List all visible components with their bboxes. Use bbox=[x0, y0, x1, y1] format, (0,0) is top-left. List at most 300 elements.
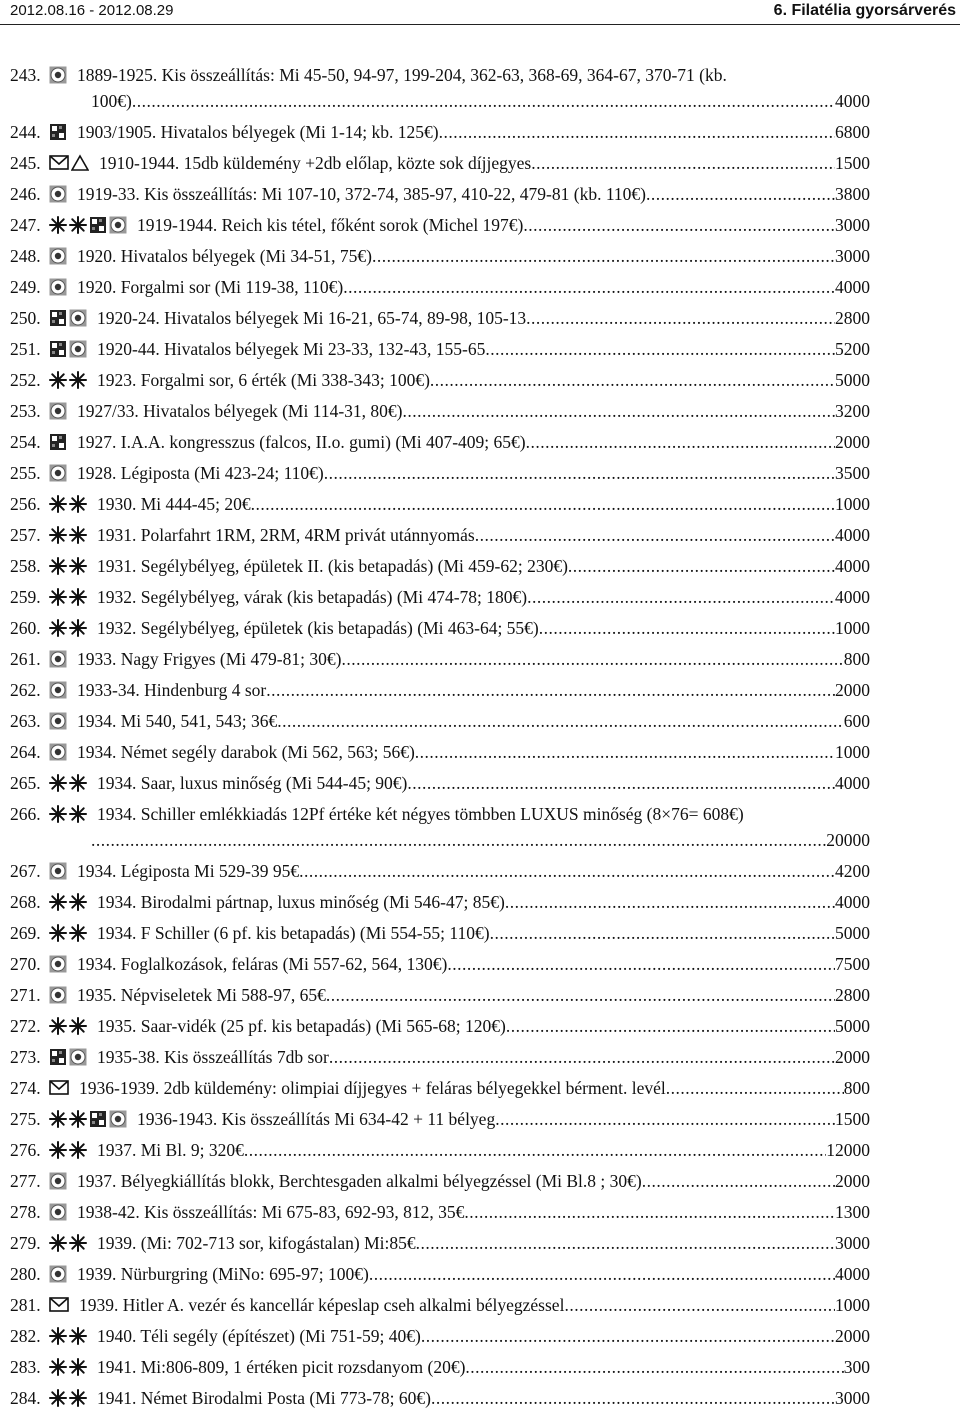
lot-number: 246. bbox=[10, 184, 41, 204]
lot-description: 1920-44. Hivatalos bélyegek Mi 23-33, 132-43, 155-65 bbox=[97, 339, 486, 359]
envelope-icon bbox=[49, 1079, 69, 1097]
condition-icons bbox=[49, 525, 87, 545]
mint-icon bbox=[69, 1389, 87, 1407]
dot-leader bbox=[642, 1171, 835, 1192]
lot-description: 1935. Saar-vidék (25 pf. kis betapadás) (Mi 565-68; 120€) bbox=[97, 1016, 506, 1036]
lot-row bbox=[0, 737, 960, 768]
mint-icon bbox=[69, 1327, 87, 1345]
lot-row bbox=[0, 1352, 960, 1383]
lot-description: 1927. I.A.A. kongresszus (falcos, II.o. gumi) (Mi 407-409; 65€) bbox=[77, 432, 526, 452]
lot-number: 284. bbox=[10, 1388, 41, 1408]
stamped-icon bbox=[49, 712, 67, 730]
stamped-icon bbox=[109, 1110, 127, 1128]
condition-icons bbox=[49, 1264, 67, 1284]
lot-row bbox=[0, 1042, 960, 1073]
mint-icon bbox=[69, 619, 87, 637]
hinged-icon bbox=[49, 340, 67, 358]
lot-description: 1931. Polarfahrt 1RM, 2RM, 4RM privát utánnyomás bbox=[97, 525, 475, 545]
condition-icons bbox=[49, 1109, 127, 1129]
lot-list bbox=[0, 60, 960, 1414]
lot-row bbox=[0, 1321, 960, 1352]
condition-icons bbox=[49, 618, 87, 638]
mint-icon bbox=[49, 774, 67, 792]
lot-price: 2000 bbox=[835, 680, 870, 700]
lot-row bbox=[0, 582, 960, 613]
condition-icons bbox=[49, 1016, 87, 1036]
lot-description-continued: 100€) bbox=[91, 91, 132, 111]
dot-leader bbox=[430, 370, 835, 391]
lot-number: 252. bbox=[10, 370, 41, 390]
auction-date-range: 2012.08.16 - 2012.08.29 bbox=[10, 2, 174, 19]
lot-number: 283. bbox=[10, 1357, 41, 1377]
lot-price: 3000 bbox=[835, 215, 870, 235]
mint-icon bbox=[49, 371, 67, 389]
lot-price: 4000 bbox=[835, 277, 870, 297]
mint-icon bbox=[49, 526, 67, 544]
lot-number: 248. bbox=[10, 246, 41, 266]
lot-price: 2800 bbox=[835, 308, 870, 328]
lot-row bbox=[0, 768, 960, 799]
lot-description: 1919-1944. Reich kis tétel, főként sorok (Michel 197€) bbox=[137, 215, 524, 235]
condition-icons bbox=[49, 122, 67, 142]
dot-leader bbox=[568, 556, 835, 577]
dot-leader bbox=[324, 463, 835, 484]
condition-icons bbox=[49, 153, 89, 173]
dot-leader bbox=[539, 618, 835, 639]
lot-row bbox=[0, 272, 960, 303]
lot-description: 1939. Hitler A. vezér és kancellár képeslap cseh alkalmi bélyegzéssel bbox=[79, 1295, 565, 1315]
dot-leader bbox=[464, 1202, 835, 1223]
condition-icons bbox=[49, 246, 67, 266]
condition-icons bbox=[49, 277, 67, 297]
mint-icon bbox=[49, 805, 67, 823]
lot-row bbox=[0, 675, 960, 706]
lot-description: 1927/33. Hivatalos bélyegek (Mi 114-31, 80€) bbox=[77, 401, 403, 421]
mint-icon bbox=[49, 1141, 67, 1159]
lot-price: 5200 bbox=[835, 339, 870, 359]
lot-price: 3200 bbox=[835, 401, 870, 421]
lot-row bbox=[0, 148, 960, 179]
mint-icon bbox=[49, 557, 67, 575]
stamped-icon bbox=[69, 309, 87, 327]
lot-description: 1940. Téli segély (építészet) (Mi 751-59; 40€) bbox=[97, 1326, 421, 1346]
dot-leader bbox=[415, 742, 835, 763]
condition-icons bbox=[49, 339, 87, 359]
lot-number: 272. bbox=[10, 1016, 41, 1036]
mint-icon bbox=[69, 1234, 87, 1252]
lot-number: 280. bbox=[10, 1264, 41, 1284]
dot-leader bbox=[666, 1078, 844, 1099]
lot-number: 245. bbox=[10, 153, 41, 173]
lot-row bbox=[0, 210, 960, 241]
stamped-icon bbox=[49, 185, 67, 203]
mint-icon bbox=[69, 805, 87, 823]
stamped-icon bbox=[49, 1172, 67, 1190]
lot-row bbox=[0, 613, 960, 644]
lot-price: 3000 bbox=[835, 246, 870, 266]
lot-description: 1934. F Schiller (6 pf. kis betapadás) (Mi 554-55; 110€) bbox=[97, 923, 490, 943]
stamped-icon bbox=[49, 1265, 67, 1283]
condition-icons bbox=[49, 923, 87, 943]
mint-icon bbox=[49, 1234, 67, 1252]
lot-price: 1500 bbox=[835, 1109, 870, 1129]
condition-icons bbox=[49, 1326, 87, 1346]
dot-leader bbox=[326, 985, 835, 1006]
lot-price: 1300 bbox=[835, 1202, 870, 1222]
condition-icons bbox=[49, 556, 87, 576]
dot-leader bbox=[132, 91, 835, 112]
lot-number: 262. bbox=[10, 680, 41, 700]
dot-leader bbox=[465, 1357, 843, 1378]
condition-icons bbox=[49, 1357, 87, 1377]
dot-leader bbox=[527, 587, 835, 608]
lot-number: 274. bbox=[10, 1078, 41, 1098]
stamped-icon bbox=[49, 681, 67, 699]
lot-price: 12000 bbox=[826, 1140, 870, 1160]
condition-icons bbox=[49, 1388, 87, 1408]
lot-description: 1934. Schiller emlékkiadás 12Pf értéke két négyes tömbben LUXUS minőség (8×76= 608€) bbox=[97, 804, 744, 824]
stamped-icon bbox=[69, 1048, 87, 1066]
lot-description: 1919-33. Kis összeállítás: Mi 107-10, 372-74, 385-97, 410-22, 479-81 (kb. 110€) bbox=[77, 184, 647, 204]
lot-number: 247. bbox=[10, 215, 41, 235]
lot-description: 1934. Saar, luxus minőség (Mi 544-45; 90€) bbox=[97, 773, 408, 793]
lot-number: 249. bbox=[10, 277, 41, 297]
lot-row bbox=[0, 1073, 960, 1104]
lot-row bbox=[0, 799, 960, 856]
stamped-icon bbox=[69, 340, 87, 358]
lot-number: 267. bbox=[10, 861, 41, 881]
lot-row bbox=[0, 1290, 960, 1321]
dot-leader bbox=[369, 1264, 835, 1285]
lot-description: 1934. Foglalkozások, feláras (Mi 557-62, 564, 130€) bbox=[77, 954, 448, 974]
lot-number: 254. bbox=[10, 432, 41, 452]
dot-leader bbox=[531, 153, 835, 174]
lot-description: 1939. (Mi: 702-713 sor, kifogástalan) Mi:85€ bbox=[97, 1233, 416, 1253]
lot-price: 5000 bbox=[835, 1016, 870, 1036]
lot-row bbox=[0, 551, 960, 582]
stamped-icon bbox=[49, 986, 67, 1004]
lot-number: 243. bbox=[10, 65, 41, 85]
lot-price: 4000 bbox=[835, 892, 870, 912]
mint-icon bbox=[49, 1017, 67, 1035]
dot-leader bbox=[372, 246, 835, 267]
lot-number: 277. bbox=[10, 1171, 41, 1191]
dot-leader bbox=[475, 525, 835, 546]
condition-icons bbox=[49, 680, 67, 700]
lot-row bbox=[0, 179, 960, 210]
hinged-icon bbox=[49, 433, 67, 451]
lot-description: 1928. Légiposta (Mi 423-24; 110€) bbox=[77, 463, 324, 483]
dot-leader bbox=[91, 830, 826, 851]
lot-price: 1000 bbox=[835, 742, 870, 762]
stamped-icon bbox=[49, 402, 67, 420]
condition-icons bbox=[49, 494, 87, 514]
lot-number: 268. bbox=[10, 892, 41, 912]
lot-number: 269. bbox=[10, 923, 41, 943]
mint-icon bbox=[69, 1141, 87, 1159]
mint-icon bbox=[69, 588, 87, 606]
triangle-icon bbox=[71, 154, 89, 172]
lot-price: 600 bbox=[843, 711, 870, 731]
mint-icon bbox=[69, 774, 87, 792]
hinged-icon bbox=[89, 1110, 107, 1128]
dot-leader bbox=[416, 1233, 835, 1254]
stamped-icon bbox=[49, 955, 67, 973]
lot-row bbox=[0, 1135, 960, 1166]
lot-description: 1936-1939. 2db küldemény: olimpiai díjjegyes + feláras bélyegekkel bérment. levél bbox=[79, 1078, 666, 1098]
condition-icons bbox=[49, 184, 67, 204]
lot-description: 1934. Légiposta Mi 529-39 95€ bbox=[77, 861, 300, 881]
lot-row bbox=[0, 303, 960, 334]
stamped-icon bbox=[49, 464, 67, 482]
condition-icons bbox=[49, 1078, 69, 1098]
lot-price: 6800 bbox=[835, 122, 870, 142]
mint-icon bbox=[69, 557, 87, 575]
lot-description: 1934. Birodalmi pártnap, luxus minőség (Mi 546-47; 85€) bbox=[97, 892, 505, 912]
lot-description: 1920. Forgalmi sor (Mi 119-38, 110€) bbox=[77, 277, 344, 297]
lot-number: 257. bbox=[10, 525, 41, 545]
dot-leader bbox=[447, 954, 835, 975]
lot-row bbox=[0, 458, 960, 489]
dot-leader bbox=[495, 1109, 835, 1130]
lot-row bbox=[0, 520, 960, 551]
dot-leader bbox=[402, 401, 835, 422]
lot-number: 276. bbox=[10, 1140, 41, 1160]
lot-number: 271. bbox=[10, 985, 41, 1005]
dot-leader bbox=[407, 773, 835, 794]
mint-icon bbox=[69, 495, 87, 513]
lot-description: 1889-1925. Kis összeállítás: Mi 45-50, 94-97, 199-204, 362-63, 368-69, 364-67, 370-71 (kb. bbox=[77, 65, 727, 85]
page-header bbox=[0, 0, 960, 30]
lot-row bbox=[0, 427, 960, 458]
condition-icons bbox=[49, 587, 87, 607]
hinged-icon bbox=[49, 123, 67, 141]
mint-icon bbox=[49, 1389, 67, 1407]
lot-number: 251. bbox=[10, 339, 41, 359]
lot-row bbox=[0, 60, 960, 117]
condition-icons bbox=[49, 742, 67, 762]
lot-row bbox=[0, 980, 960, 1011]
dot-leader bbox=[505, 892, 835, 913]
condition-icons bbox=[49, 649, 67, 669]
condition-icons bbox=[49, 215, 127, 235]
mint-icon bbox=[49, 619, 67, 637]
condition-icons bbox=[49, 463, 67, 483]
lot-description: 1933-34. Hindenburg 4 sor bbox=[77, 680, 267, 700]
dot-leader bbox=[341, 649, 843, 670]
lot-price: 2000 bbox=[835, 432, 870, 452]
lot-price: 2000 bbox=[835, 1047, 870, 1067]
lot-price: 4000 bbox=[835, 773, 870, 793]
lot-row bbox=[0, 1104, 960, 1135]
hinged-icon bbox=[89, 216, 107, 234]
lot-price: 800 bbox=[843, 649, 870, 669]
auction-title: 6. Filatélia gyorsárverés bbox=[773, 2, 956, 19]
mint-icon bbox=[49, 495, 67, 513]
lot-price: 3000 bbox=[835, 1233, 870, 1253]
hinged-icon bbox=[49, 309, 67, 327]
lot-row bbox=[0, 334, 960, 365]
dot-leader bbox=[343, 277, 835, 298]
lot-price: 2800 bbox=[835, 985, 870, 1005]
condition-icons bbox=[49, 1171, 67, 1191]
lot-number: 260. bbox=[10, 618, 41, 638]
lot-number: 282. bbox=[10, 1326, 41, 1346]
lot-description: 1937. Mi Bl. 9; 320€ bbox=[97, 1140, 244, 1160]
stamped-icon bbox=[49, 247, 67, 265]
lot-description: 1935. Népviseletek Mi 588-97, 65€ bbox=[77, 985, 326, 1005]
lot-price: 1000 bbox=[835, 1295, 870, 1315]
condition-icons bbox=[49, 773, 87, 793]
lot-number: 258. bbox=[10, 556, 41, 576]
mint-icon bbox=[69, 526, 87, 544]
lot-description: 1935-38. Kis összeállítás 7db sor bbox=[97, 1047, 329, 1067]
mint-icon bbox=[69, 1017, 87, 1035]
stamped-icon bbox=[49, 743, 67, 761]
lot-price: 5000 bbox=[835, 370, 870, 390]
mint-icon bbox=[69, 1110, 87, 1128]
lot-number: 263. bbox=[10, 711, 41, 731]
lot-row bbox=[0, 1383, 960, 1414]
dot-leader bbox=[646, 184, 835, 205]
condition-icons bbox=[49, 1140, 87, 1160]
lot-description: 1931. Segélybélyeg, épületek II. (kis betapadás) (Mi 459-62; 230€) bbox=[97, 556, 568, 576]
condition-icons bbox=[49, 804, 87, 824]
lot-price: 800 bbox=[843, 1078, 870, 1098]
dot-leader bbox=[277, 711, 843, 732]
lot-description: 1934. Mi 540, 541, 543; 36€ bbox=[77, 711, 278, 731]
envelope-icon bbox=[49, 154, 69, 172]
lot-number: 259. bbox=[10, 587, 41, 607]
hinged-icon bbox=[49, 1048, 67, 1066]
dot-leader bbox=[564, 1295, 835, 1316]
lot-number: 250. bbox=[10, 308, 41, 328]
condition-icons bbox=[49, 370, 87, 390]
condition-icons bbox=[49, 308, 87, 328]
lot-description: 1933. Nagy Frigyes (Mi 479-81; 30€) bbox=[77, 649, 342, 669]
lot-row bbox=[0, 489, 960, 520]
lot-price: 4000 bbox=[835, 1264, 870, 1284]
stamped-icon bbox=[49, 650, 67, 668]
lot-number: 256. bbox=[10, 494, 41, 514]
condition-icons bbox=[49, 985, 67, 1005]
lot-price: 1000 bbox=[835, 618, 870, 638]
stamped-icon bbox=[49, 66, 67, 84]
lot-number: 281. bbox=[10, 1295, 41, 1315]
lot-price: 2000 bbox=[835, 1171, 870, 1191]
condition-icons bbox=[49, 401, 67, 421]
lot-row bbox=[0, 706, 960, 737]
mint-icon bbox=[49, 216, 67, 234]
lot-price: 1000 bbox=[835, 494, 870, 514]
dot-leader bbox=[490, 923, 835, 944]
mint-icon bbox=[69, 216, 87, 234]
lot-price: 4000 bbox=[835, 525, 870, 545]
lot-number: 270. bbox=[10, 954, 41, 974]
dot-leader bbox=[523, 215, 835, 236]
lot-number: 255. bbox=[10, 463, 41, 483]
lot-description: 1932. Segélybélyeg, épületek (kis betapadás) (Mi 463-64; 55€) bbox=[97, 618, 539, 638]
header-divider bbox=[0, 24, 960, 25]
lot-description: 1903/1905. Hivatalos bélyegek (Mi 1-14; kb. 125€) bbox=[77, 122, 439, 142]
dot-leader bbox=[526, 432, 835, 453]
lot-number: 261. bbox=[10, 649, 41, 669]
mint-icon bbox=[49, 1110, 67, 1128]
lot-row bbox=[0, 949, 960, 980]
lot-price: 3000 bbox=[835, 1388, 870, 1408]
condition-icons bbox=[49, 954, 67, 974]
lot-number: 278. bbox=[10, 1202, 41, 1222]
lot-number: 275. bbox=[10, 1109, 41, 1129]
condition-icons bbox=[49, 861, 67, 881]
lot-price: 7500 bbox=[835, 954, 870, 974]
lot-row bbox=[0, 1166, 960, 1197]
mint-icon bbox=[69, 893, 87, 911]
dot-leader bbox=[526, 308, 835, 329]
mint-icon bbox=[49, 1327, 67, 1345]
lot-row bbox=[0, 856, 960, 887]
lot-price: 3500 bbox=[835, 463, 870, 483]
mint-icon bbox=[69, 924, 87, 942]
lot-number: 244. bbox=[10, 122, 41, 142]
lot-row bbox=[0, 1228, 960, 1259]
lot-price: 5000 bbox=[835, 923, 870, 943]
lot-number: 273. bbox=[10, 1047, 41, 1067]
lot-description: 1920. Hivatalos bélyegek (Mi 34-51, 75€) bbox=[77, 246, 373, 266]
lot-number: 253. bbox=[10, 401, 41, 421]
lot-row bbox=[0, 918, 960, 949]
lot-number: 266. bbox=[10, 804, 41, 824]
dot-leader bbox=[421, 1326, 835, 1347]
lot-row bbox=[0, 644, 960, 675]
lot-price: 4000 bbox=[835, 587, 870, 607]
lot-description: 1938-42. Kis összeállítás: Mi 675-83, 692-93, 812, 35€ bbox=[77, 1202, 465, 1222]
mint-icon bbox=[49, 588, 67, 606]
mint-icon bbox=[49, 1358, 67, 1376]
lot-description: 1939. Nürburgring (MiNo: 695-97; 100€) bbox=[77, 1264, 369, 1284]
lot-price: 4200 bbox=[835, 861, 870, 881]
lot-row bbox=[0, 241, 960, 272]
dot-leader bbox=[485, 339, 835, 360]
stamped-icon bbox=[49, 278, 67, 296]
lot-row bbox=[0, 396, 960, 427]
lot-price: 2000 bbox=[835, 1326, 870, 1346]
mint-icon bbox=[49, 893, 67, 911]
lot-price: 300 bbox=[843, 1357, 870, 1377]
dot-leader bbox=[299, 861, 835, 882]
dot-leader bbox=[251, 494, 835, 515]
dot-leader bbox=[266, 680, 835, 701]
lot-price: 3800 bbox=[835, 184, 870, 204]
mint-icon bbox=[69, 371, 87, 389]
lot-price: 4000 bbox=[835, 91, 870, 111]
dot-leader bbox=[244, 1140, 826, 1161]
lot-number: 279. bbox=[10, 1233, 41, 1253]
lot-description: 1937. Bélyegkiállítás blokk, Berchtesgaden alkalmi bélyegzéssel (Mi Bl.8 ; 30€) bbox=[77, 1171, 642, 1191]
lot-row bbox=[0, 1197, 960, 1228]
lot-row bbox=[0, 1011, 960, 1042]
lot-number: 265. bbox=[10, 773, 41, 793]
lot-price: 1500 bbox=[835, 153, 870, 173]
lot-description: 1910-1944. 15db küldemény +2db előlap, közte sok díjjegyes bbox=[99, 153, 532, 173]
condition-icons bbox=[49, 432, 67, 452]
condition-icons bbox=[49, 1295, 69, 1315]
lot-description: 1936-1943. Kis összeállítás Mi 634-42 + 11 bélyeg bbox=[137, 1109, 496, 1129]
lot-row bbox=[0, 887, 960, 918]
condition-icons bbox=[49, 892, 87, 912]
lot-description: 1934. Német segély darabok (Mi 562, 563; 56€) bbox=[77, 742, 415, 762]
condition-icons bbox=[49, 1047, 87, 1067]
